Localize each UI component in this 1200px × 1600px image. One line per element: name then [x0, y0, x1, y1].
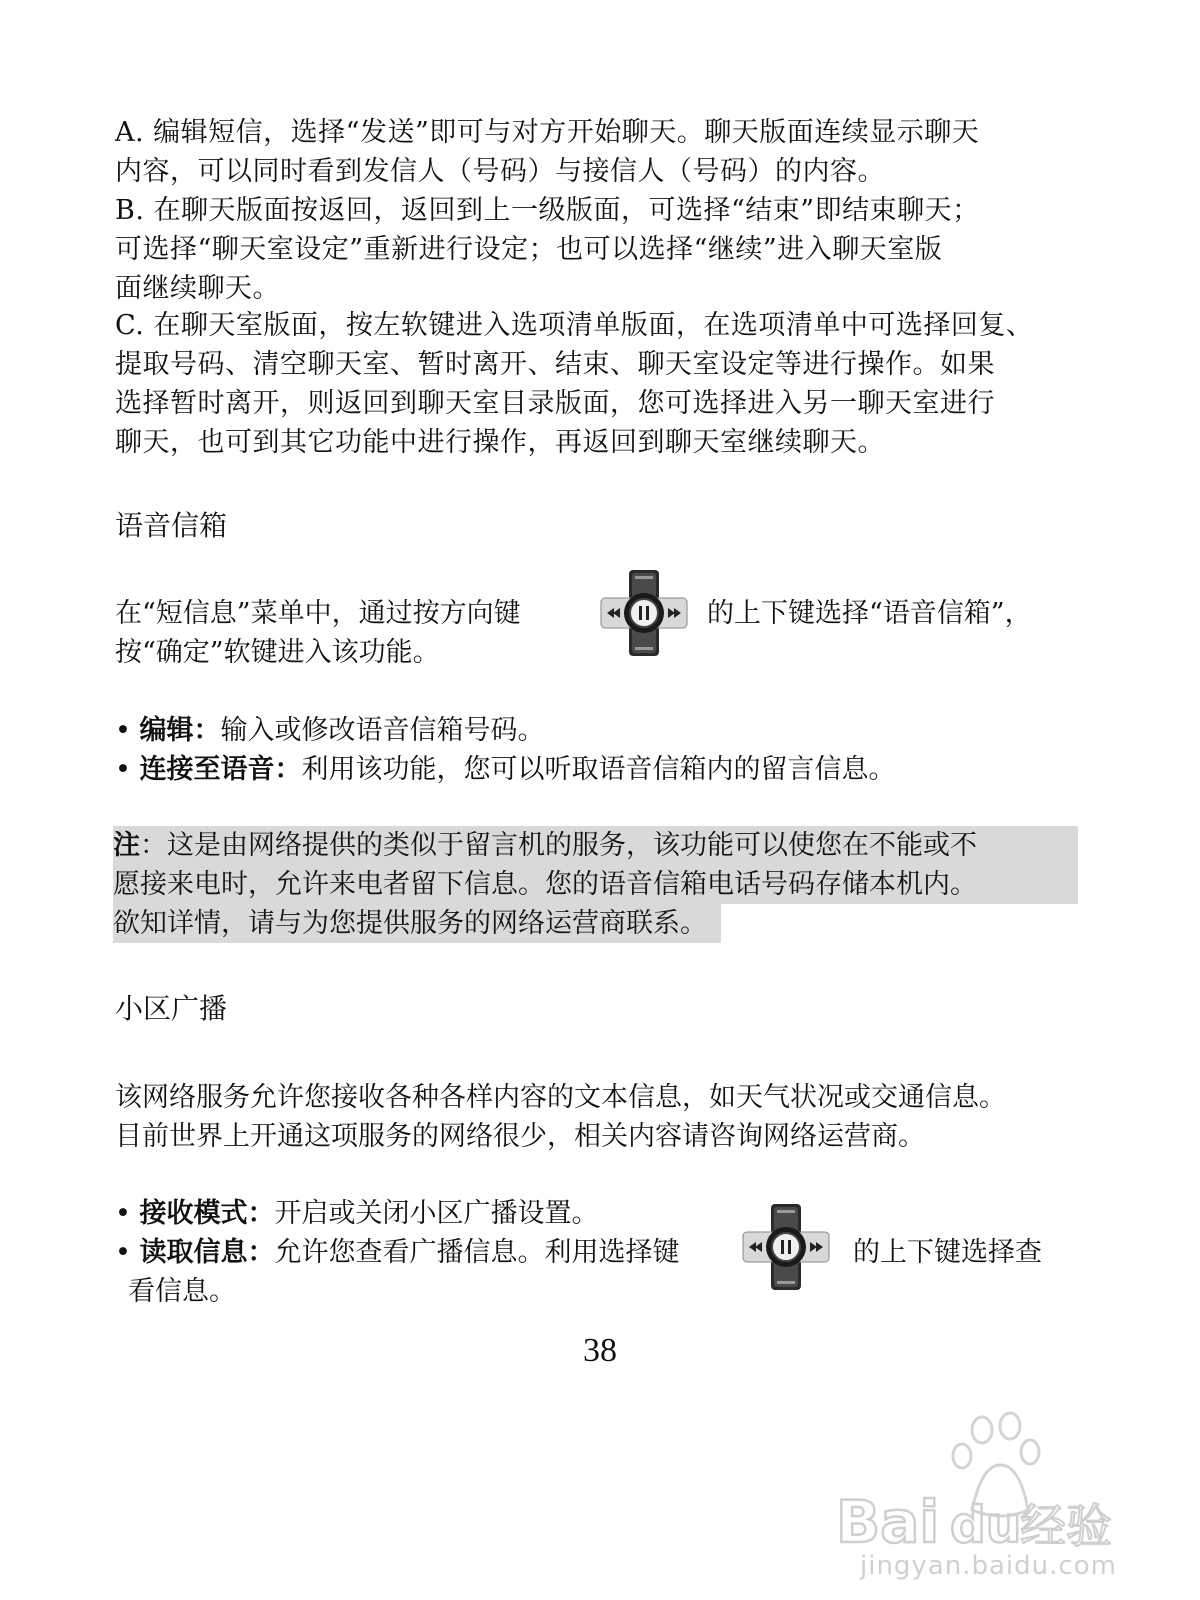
bullet-separator: ： — [247, 1198, 275, 1229]
cell-broadcast-bullet-read-info — [115, 1233, 1075, 1272]
paragraph-b-line-1: B. 在聊天版面按返回，返回到上一级版面，可选择“结束”即结束聊天； — [115, 195, 980, 226]
paragraph-c-line-2: 提取号码、清空聊天室、暂时离开、结束、聊天室设定等进行操作。如果 — [115, 349, 995, 380]
voicemail-intro-line-2: 按“确定”软键进入该功能。 — [115, 637, 440, 668]
voicemail-intro-line-1 — [115, 594, 1075, 633]
bullet-term: 读取信息 — [139, 1237, 248, 1268]
svg-text:Bai: Bai — [836, 1488, 940, 1556]
bullet-separator: ： — [247, 1237, 275, 1268]
paragraph-c-line-1: C. 在聊天室版面，按左软键进入选项清单版面，在选项清单中可选择回复、 — [115, 310, 1034, 341]
cell-broadcast-intro-line-1: 该网络服务允许您接收各种各样内容的文本信息，如天气状况或交通信息。 — [115, 1082, 1006, 1113]
note-label: 注 — [113, 830, 140, 861]
voicemail-bullet-edit — [115, 711, 1075, 750]
bullet-desc: 输入或修改语音信箱号码。 — [220, 715, 545, 746]
paragraph-c — [115, 306, 1075, 462]
svg-text:经验: 经验 — [1020, 1499, 1112, 1553]
svg-text:du: du — [950, 1496, 1022, 1554]
bullet-term: 编辑 — [139, 715, 194, 746]
voicemail-intro-left: 在“短信息”菜单中，通过按方向键 — [115, 598, 521, 629]
bullet-desc-left: 允许您查看广播信息。利用选择键 — [274, 1237, 680, 1268]
paragraph-b-line-3: 面继续聊天。 — [115, 273, 280, 304]
voicemail-bullet-connect — [115, 750, 1075, 789]
paragraph-b-line-2: 可选择“聊天室设定”重新进行设定；也可以选择“继续”进入聊天室版 — [115, 234, 943, 265]
bullet-mark: • — [115, 754, 131, 785]
bullet-mark: • — [115, 715, 131, 746]
bullet-desc: 开启或关闭小区广播设置。 — [274, 1198, 599, 1229]
note-text-1: ：这是由网络提供的类似于留言机的服务，该功能可以使您在不能或不 — [140, 830, 977, 861]
bullet-mark: • — [115, 1198, 131, 1229]
cell-broadcast-heading: 小区广播 — [115, 992, 228, 1025]
bullet-desc-right: 的上下键选择查 — [853, 1237, 1042, 1268]
page-number: 38 — [583, 1332, 617, 1369]
voicemail-note — [113, 826, 1078, 943]
note-line-2: 愿接来电时，允许来电者留下信息。您的语音信箱电话号码存储本机内。 — [113, 865, 1078, 904]
bullet-separator: ： — [193, 715, 221, 746]
paragraph-b — [115, 191, 1075, 308]
paragraph-a-line-1: A. 编辑短信，选择“发送”即可与对方开始聊天。聊天版面连续显示聊天 — [115, 117, 980, 148]
paragraph-c-line-4: 聊天，也可到其它功能中进行操作，再返回到聊天室继续聊天。 — [115, 427, 885, 458]
watermark-url: jingyan.baidu.com — [860, 1551, 1117, 1581]
cell-broadcast-intro-line-2: 目前世界上开通这项服务的网络很少，相关内容请咨询网络运营商。 — [115, 1121, 925, 1152]
bullet-separator: ： — [274, 754, 302, 785]
navigation-key-icon — [599, 568, 689, 658]
note-line-3: 欲知详情，请与为您提供服务的网络运营商联系。 — [113, 904, 721, 943]
paragraph-a — [115, 113, 1075, 191]
bullet-term: 接收模式 — [139, 1198, 248, 1229]
paragraph-c-line-3: 选择暂时离开，则返回到聊天室目录版面，您可选择进入另一聊天室进行 — [115, 388, 995, 419]
bullet-desc: 利用该功能，您可以听取语音信箱内的留言信息。 — [301, 754, 896, 785]
bullet-mark: • — [115, 1237, 131, 1268]
voicemail-intro-right: 的上下键选择“语音信箱”， — [707, 598, 1032, 629]
note-line-1 — [113, 826, 1078, 865]
cell-broadcast-bullet-receive-mode — [115, 1194, 1075, 1233]
navigation-key-icon — [741, 1202, 831, 1292]
cell-broadcast-bullet-read-info-line-2: 看信息。 — [128, 1276, 236, 1307]
paragraph-a-line-2: 内容，可以同时看到发信人（号码）与接信人（号码）的内容。 — [115, 156, 885, 187]
voicemail-heading: 语音信箱 — [115, 509, 228, 542]
bullet-term: 连接至语音 — [139, 754, 275, 785]
